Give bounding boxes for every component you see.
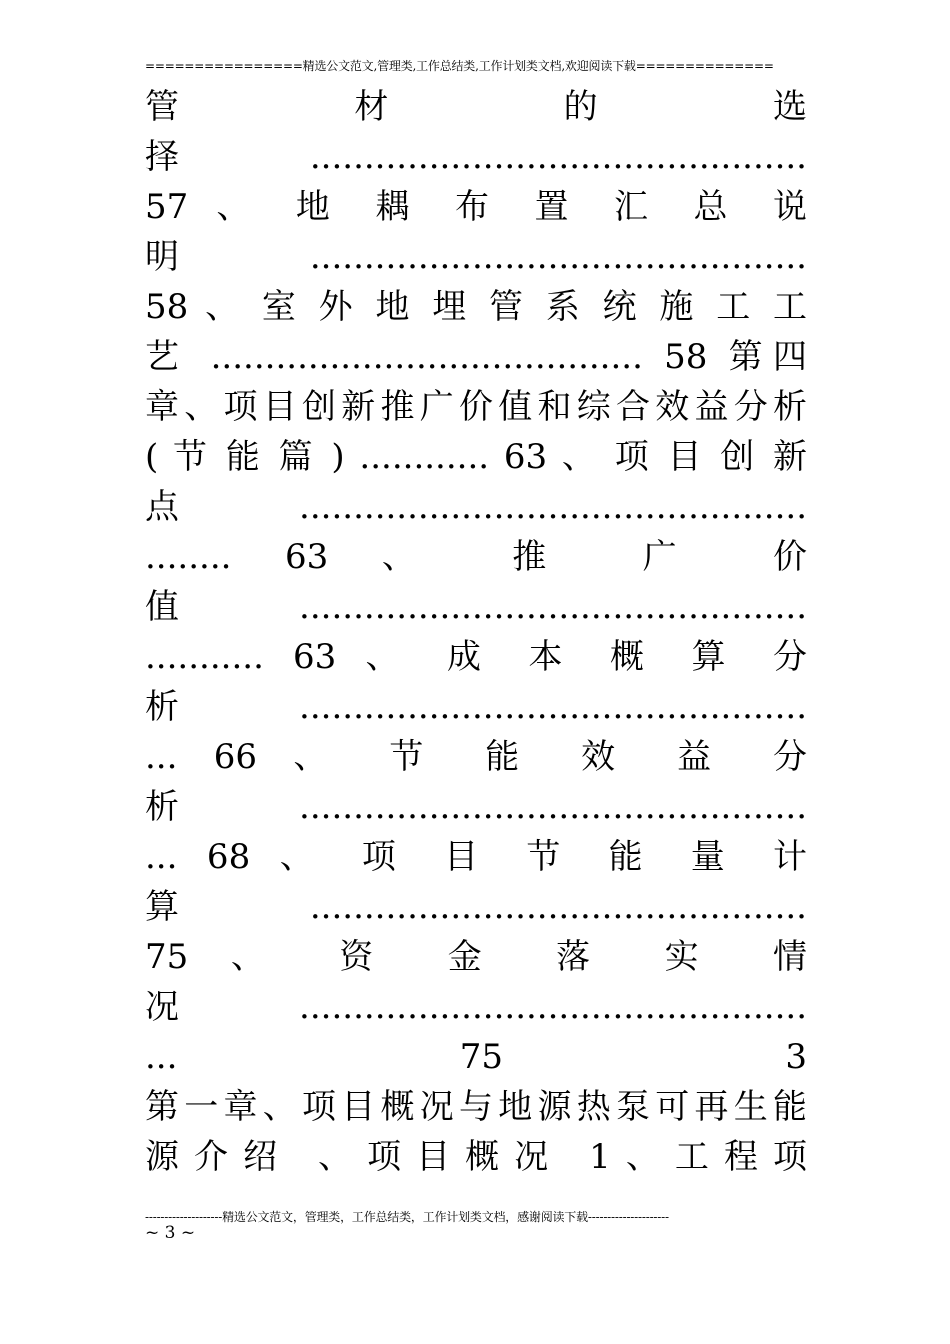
- toc-line: 点 ...............................................: [145, 487, 807, 527]
- toc-line: 源介绍 、项目概况 1、工程项: [145, 1137, 807, 1177]
- toc-line: ........ 63 、 推 广 价: [145, 537, 807, 577]
- toc-line: 析 ...............................................: [145, 787, 807, 827]
- toc-line: 艺 ........................................ 58 第四: [145, 337, 807, 377]
- toc-body: [145, 82, 807, 1182]
- toc-line: 管 材 的 选: [145, 87, 807, 127]
- toc-line: 第一章、项目概况与地源热泵可再生能: [145, 1087, 807, 1127]
- toc-line: 章、项目创新推广价值和综合效益分析: [145, 387, 807, 427]
- toc-line: 75 、 资 金 落 实 情: [145, 937, 807, 977]
- page-header: ================精选公文范文,管理类,工作总结类,工作计划类文档,欢迎阅读下载==============: [145, 59, 774, 73]
- page-footer: --------------------精选公文范文，管理类，工作总结类，工作计划类文档，感谢阅读下载---------------------: [145, 1210, 669, 1224]
- toc-line: ........... 63 、 成 本 概 算 分: [145, 637, 807, 677]
- toc-line: 析 ...............................................: [145, 687, 807, 727]
- toc-line: ... 68 、 项 目 节 能 量 计: [145, 837, 807, 877]
- toc-line: 57 、 地 耦 布 置 汇 总 说: [145, 187, 807, 227]
- toc-line: 算 ..............................................: [145, 887, 807, 927]
- toc-line: 值 ...............................................: [145, 587, 807, 627]
- toc-line: 况 ...............................................: [145, 987, 807, 1027]
- toc-line: 58 、 室 外 地 埋 管 系 统 施 工 工: [145, 287, 807, 327]
- toc-line: 明 ..............................................: [145, 237, 807, 277]
- toc-line: ... 66 、 节 能 效 益 分: [145, 737, 807, 777]
- toc-line: ( 节 能 篇 ) ............ 63 、 项 目 创 新: [145, 437, 807, 477]
- toc-line: ... 75 3: [145, 1037, 807, 1077]
- page-number: ~ 3 ~: [145, 1223, 196, 1243]
- toc-line: 择 ..............................................: [145, 137, 807, 177]
